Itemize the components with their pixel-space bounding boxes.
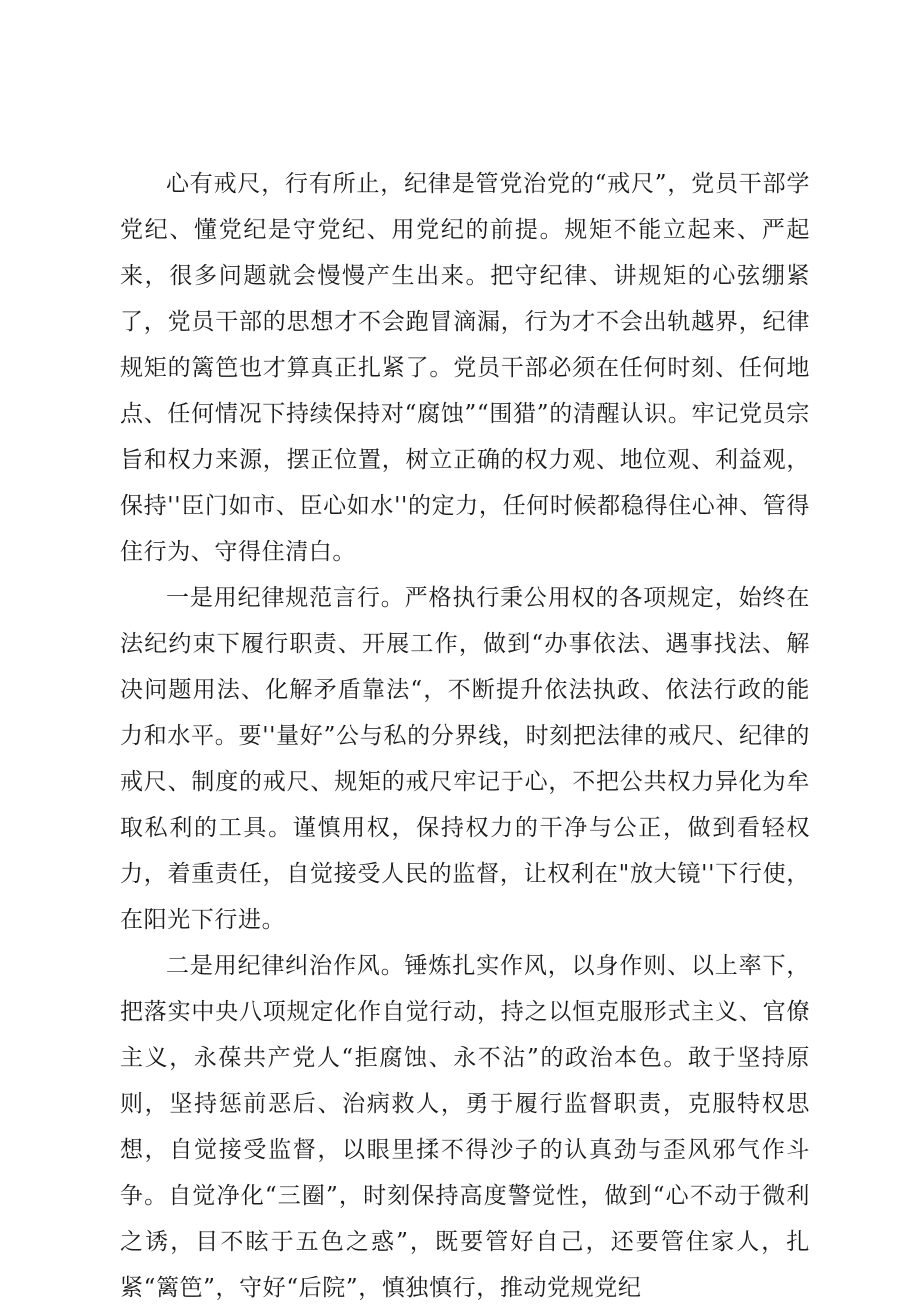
paragraph-point-two: 二是用纪律纠治作风。锤炼扎实作风，以身作则、以上率下，把落实中央八项规定化作自觉行动，持之以恒克服形式主义、官僚主义，永葆共产党人“拒腐蚀、永不沾”的政治本色。敢于坚持原则，坚持惩前恶后、治病救人，勇于履行监督职责，克服特权思想，自觉接受监督，以眼里揉不得沙子的认真劲与歪风邪气作斗争。自觉净化“三圈”，时刻保持高度警觉性，做到“心不动于微利之诱，目不眩于五色之惑”，既要管好自己，还要管住家人，扎紧“篱笆”，守好“后院”，慎独慎行，推动党规党纪 [120, 953, 810, 1301]
paragraph-intro: 心有戒尺，行有所止，纪律是管党治党的“戒尺”，党员干部学党纪、懂党纪是守党纪、用党纪的前提。规矩不能立起来、严起来，很多问题就会慢慢产生出来。把守纪律、讲规矩的心弦绷紧了，党员干部的思想才不会跑冒滴漏，行为才不会出轨越界，纪律规矩的篱笆也才算真正扎紧了。党员干部必须在任何时刻、任何地点、任何情况下持续保持对“腐蚀”“围猎”的清醒认识。牢记党员宗旨和权力来源，摆正位置，树立正确的权力观、地位观、利益观，保持''臣门如市、臣心如水''的定力，任何时候都稳得住心神、管得住行为、守得住清白。 [120, 171, 810, 565]
paragraph-point-one: 一是用纪律规范言行。严格执行秉公用权的各项规定，始终在法纪约束下履行职责、开展工作，做到“办事依法、遇事找法、解决问题用法、化解矛盾靠法“，不断提升依法执政、依法行政的能力和水平。要''量好”公与私的分界线，时刻把法律的戒尺、纪律的戒尺、制度的戒尺、规矩的戒尺牢记于心，不把公共权力异化为牟取私利的工具。谨慎用权，保持权力的干净与公正，做到看轻权力，着重责任，自觉接受人民的监督，让权利在"放大镜''下行使，在阳光下行进。 [120, 585, 810, 933]
document-body [120, 161, 810, 1311]
